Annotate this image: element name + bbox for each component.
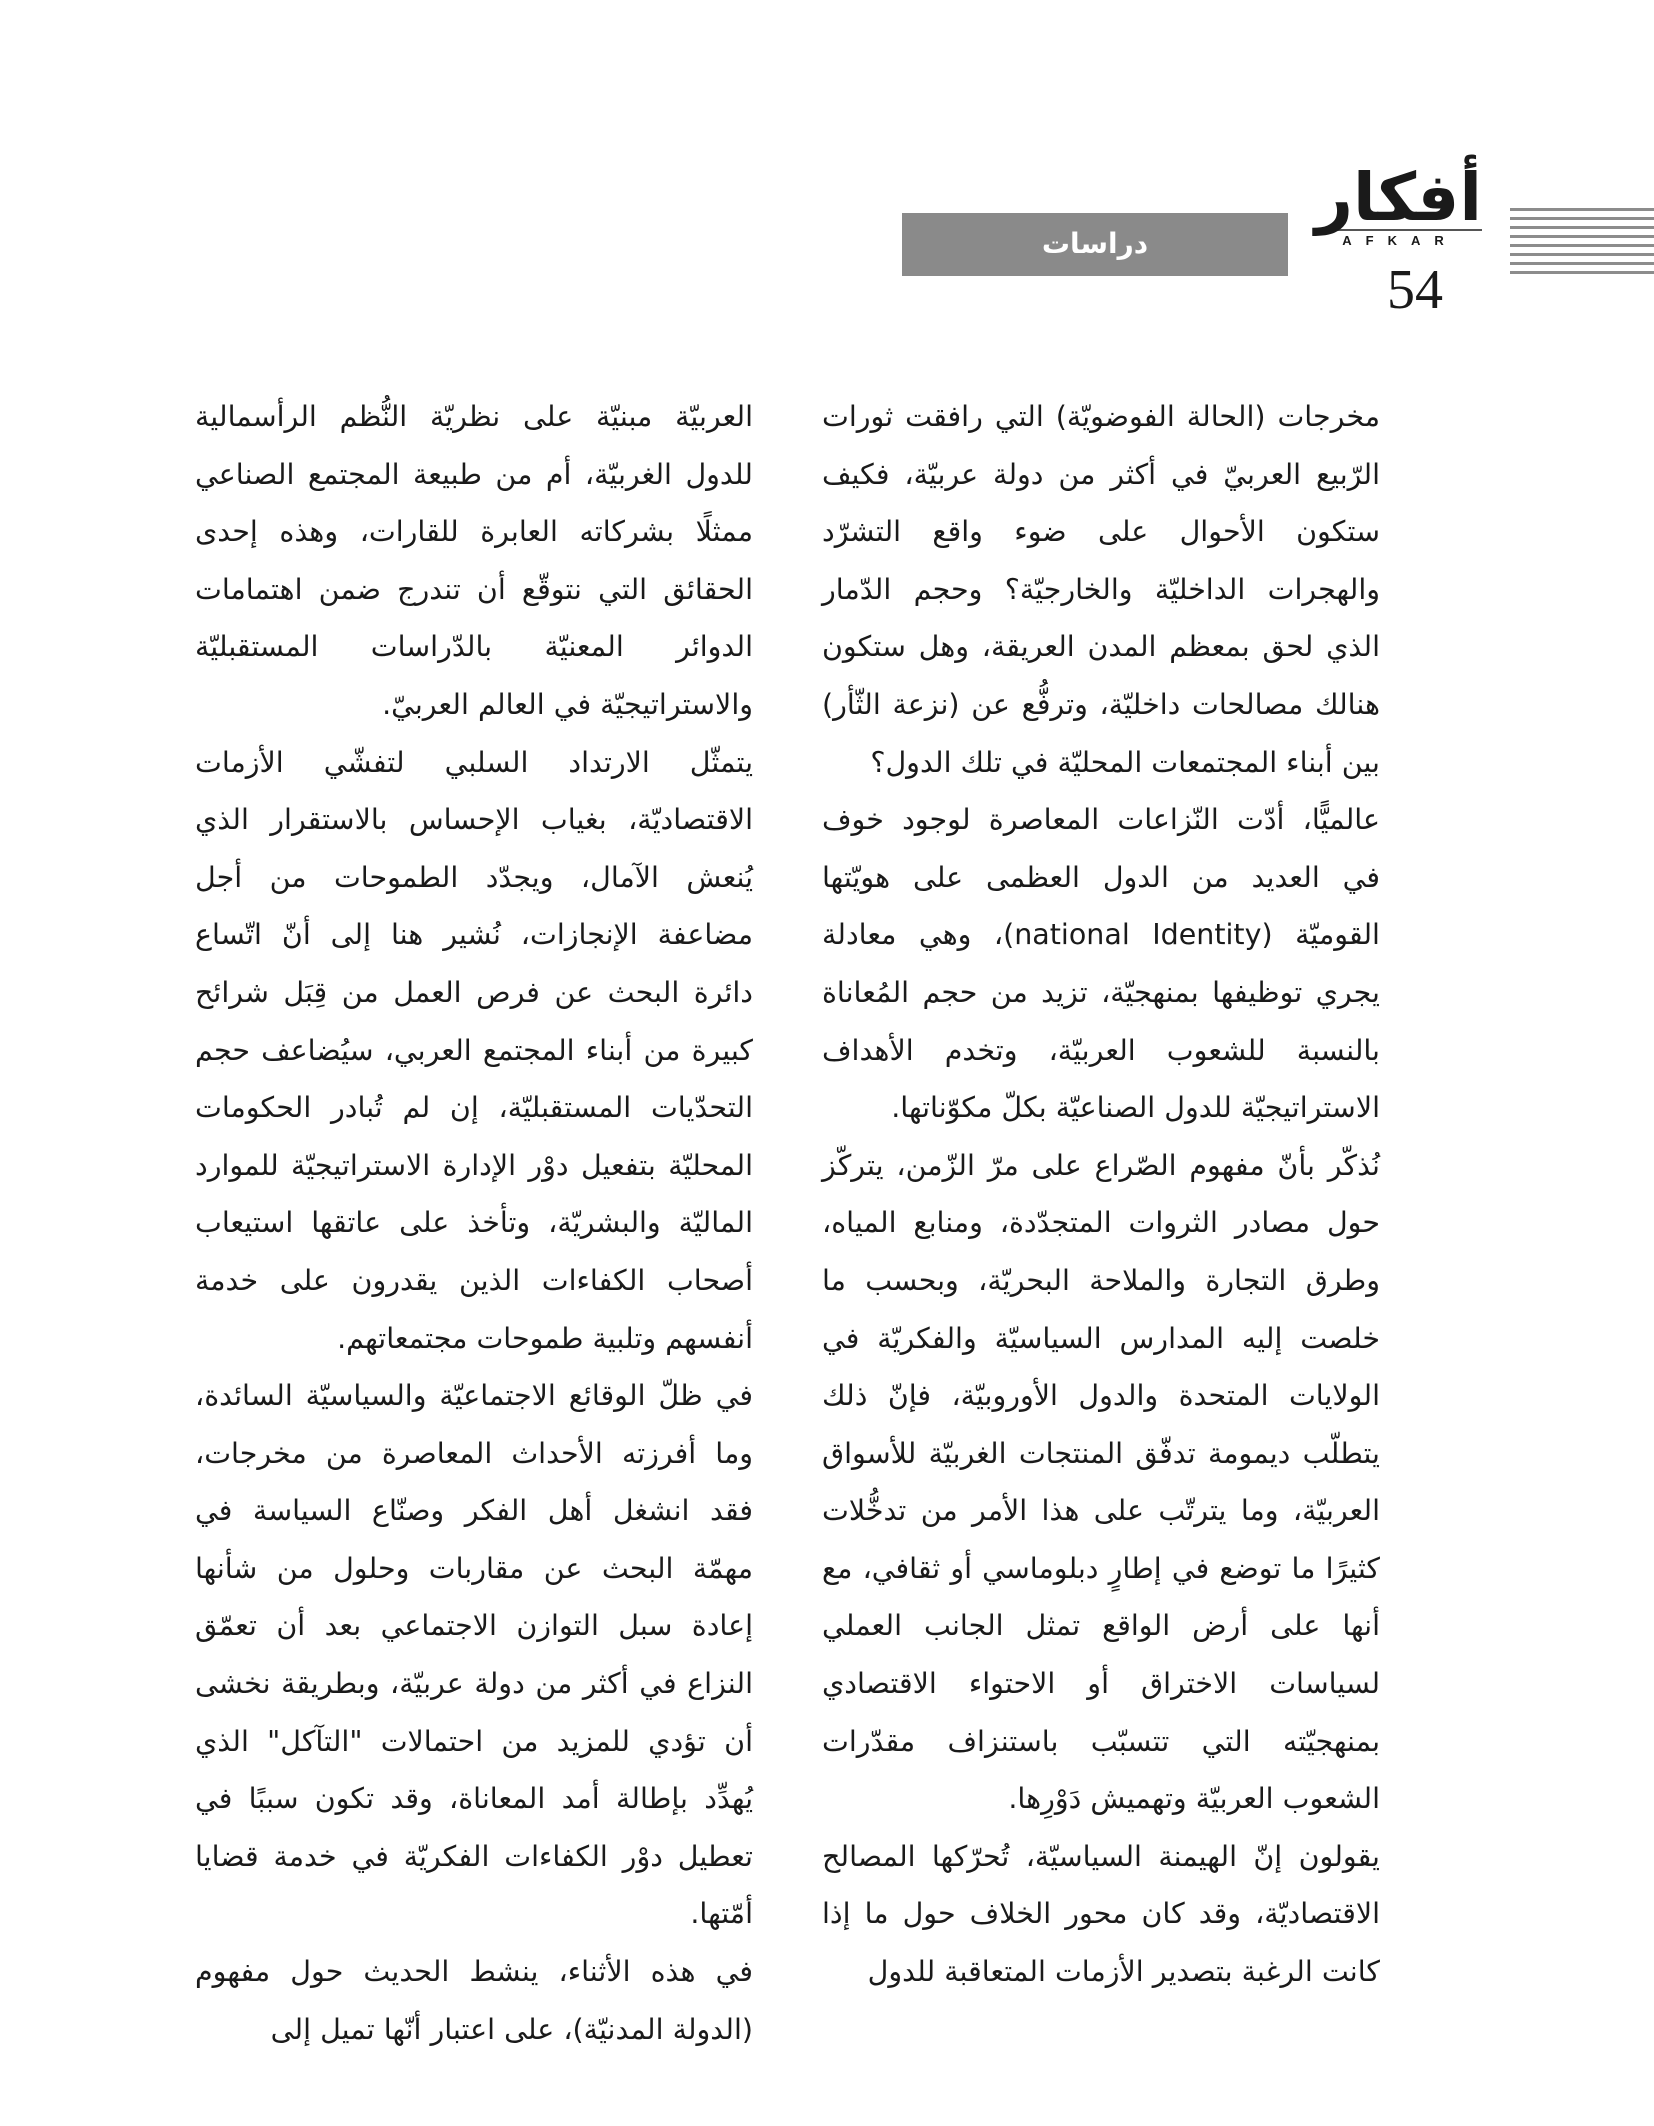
logo-latin-text: AFKAR bbox=[1318, 229, 1482, 247]
section-label: دراسات bbox=[1041, 227, 1149, 260]
paragraph: في هذه الأثناء، ينشط الحديث حول مفهوم (الدولة المدنيّة)، على اعتبار أنّها تميل إلى bbox=[195, 1955, 753, 2046]
paragraph: يتمثّل الارتداد السلبي لتفشّي الأزمات الاقتصاديّة، بغياب الإحساس بالاستقرار الذي يُنعش الآمال، ويجدّد الطموحات من أجل مضاعفة الإنجازات، نُشير هنا إلى أنّ اتّساع دائرة البحث عن فرص العمل من قِبَل شرائح كبيرة من أبناء المجتمع العربي، سيُضاعف حجم التحدّيات المستقبليّة، إن لم تُبادر الحكومات المحليّة بتفعيل دوْر الإدارة الاستراتيجيّة للموارد الماليّة والبشريّة، وتأخذ على عاتقها استيعاب أصحاب الكفاءات الذين يقدرون على خدمة أنفسهم وتلبية طموحات مجتمعاتهم. bbox=[195, 745, 753, 1355]
header-stripes-decoration bbox=[1510, 208, 1654, 280]
section-header-bar bbox=[902, 213, 1288, 276]
left-text-column bbox=[195, 388, 753, 2046]
logo-arabic-text: أفكار bbox=[1315, 159, 1482, 236]
paragraph: نُذكّر بأنّ مفهوم الصّراع على مرّ الزّمن، يتركّز حول مصادر الثروات المتجدّدة، ومنابع المياه، وطرق التجارة والملاحة البحريّة، وبحسب ما خلصت إليه المدارس السياسيّة والفكريّة في الولايات المتحدة والدول الأوروبيّة، فإنّ ذلك يتطلّب ديمومة تدفّق المنتجات الغربيّة للأسواق العربيّة، وما يترتّب على هذا الأمر من تدخُّلات كثيرًا ما توضع في إطارٍ دبلوماسي أو ثقافي، مع أنها على أرض الواقع تمثل الجانب العملي لسياسات الاختراق أو الاحتواء الاقتصادي بمنهجيّته التي تتسبّب باستنزاف مقدّرات الشعوب العربيّة وتهميش دَوْرِها. bbox=[822, 1148, 1380, 1816]
paragraph: عالميًّا، أدّت النّزاعات المعاصرة لوجود خوف في العديد من الدول العظمى على هويّتها القوميّة (national Identity)، وهي معادلة يجري توظيفها بمنهجيّة، تزيد من حجم المُعاناة بالنسبة للشعوب العربيّة، وتخدم الأهداف الاستراتيجيّة للدول الصناعيّة بكلّ مكوّناتها. bbox=[822, 803, 1380, 1125]
paragraph: العربيّة مبنيّة على نظريّة النُّظم الرأسمالية للدول الغربيّة، أم من طبيعة المجتمع الصناعي ممثلًا بشركاته العابرة للقارات، وهذه إحدى الحقائق التي نتوقّع أن تندرج ضمن اهتمامات الدوائر المعنيّة بالدّراسات المستقبليّة والاستراتيجيّة في العالم العربيّ. bbox=[195, 400, 753, 721]
right-text-column bbox=[822, 388, 1380, 1989]
page-number: 54 bbox=[1387, 259, 1443, 321]
paragraph: في ظلّ الوقائع الاجتماعيّة والسياسيّة السائدة، وما أفرزته الأحداث المعاصرة من مخرجات، فقد انشغل أهل الفكر وصنّاع السياسة في مهمّة البحث عن مقاربات وحلول من شأنها إعادة سبل التوازن الاجتماعي بعد أن تعمّق النزاع في أكثر من دولة عربيّة، وبطريقة نخشى أن تؤدي للمزيد من احتمالات "التآكل" الذي يُهدِّد بإطالة أمد المعاناة، وقد تكون سببًا في تعطيل دوْر الكفاءات الفكريّة في خدمة قضايا أمّتها. bbox=[195, 1379, 753, 1931]
paragraph: مخرجات (الحالة الفوضويّة) التي رافقت ثورات الرّبيع العربيّ في أكثر من دولة عربيّة، فكيف ستكون الأحوال على ضوء واقع التشرّد والهجرات الداخليّة والخارجيّة؟ وحجم الدّمار الذي لحق بمعظم المدن العريقة، وهل ستكون هنالك مصالحات داخليّة، وترفُّع عن (نزعة الثّأر) بين أبناء المجتمعات المحليّة في تلك الدول؟ bbox=[822, 400, 1380, 779]
afkar-logo bbox=[1315, 159, 1482, 248]
paragraph: يقولون إنّ الهيمنة السياسيّة، تُحرّكها المصالح الاقتصاديّة، وقد كان محور الخلاف حول ما إذا كانت الرغبة بتصدير الأزمات المتعاقبة للدول bbox=[822, 1839, 1380, 1989]
